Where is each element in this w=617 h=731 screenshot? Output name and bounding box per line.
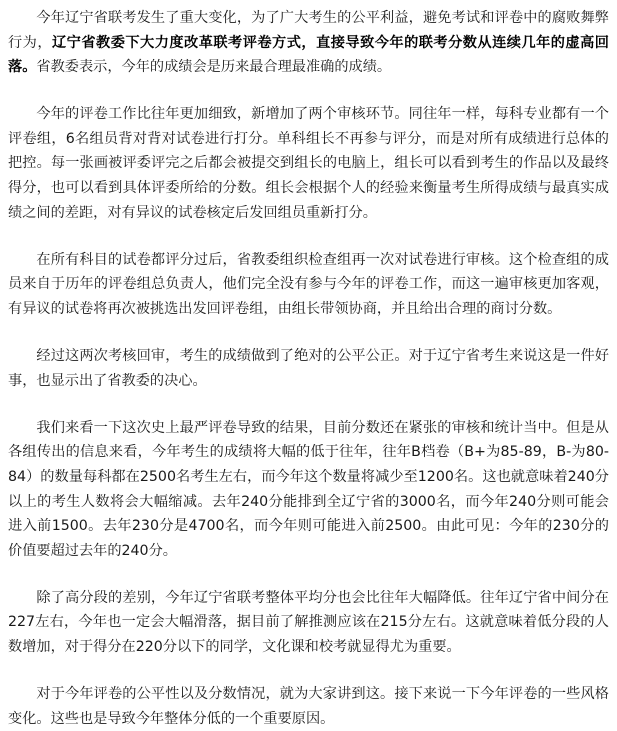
intro-text-tail: 省教委表示，今年的成绩会是历来最合理最准确的成绩。	[36, 59, 392, 76]
paragraph-score-results: 我们来看一下这次史上最严评卷导致的结果，目前分数还在紧张的审核和统计当中。但是从各组传出的信息来看，今年考生的成绩将大幅的低于往年，往年B档卷（B+为85-89，B-为80-84）的数量每科都在2500名考生左右，而今年这个数量将减少至1200名。这也就意味着240分以上的考生人数将会大幅缩减。去年240分能排到全辽宁省的3000名，而今年240分则可能会进入前1500。去年230分是4700名，而今年则可能进入前2500。由此可见：今年的230分的价值要超过去年的240分。	[8, 419, 609, 559]
paragraph-inspection-group: 在所有科目的试卷都评分过后，省教委组织检查组再一次对试卷进行审核。这个检查组的成员来自于历年的评卷组总负责人，他们完全没有参与今年的评卷工作，而这一遍审核更加客观，有异议的试卷将再次被挑选出发回评卷组，由组长带领协商，并且给出合理的商讨分数。	[8, 251, 609, 317]
intro-text-lead: 今年辽宁省联考发生了重大变化，为了广大考生的公平利益，避免考试和评卷中的腐败舞弊行为，	[8, 10, 609, 51]
paragraph-review-process: 今年的评卷工作比往年更加细致，新增加了两个审核环节。同往年一样，每科专业都有一个评卷组，6名组员背对背对试卷进行打分。单科组长不再参与评分，而是对所有成绩进行总体的把控。每一张画被评委评完之后都会被提交到组长的电脑上，组长可以看到考生的作品以及最终得分，也可以看到具体评委所给的分数。组长会根据个人的经验来衡量考生所得成绩与最真实成绩之间的差距，对有异议的试卷核定后发回组员重新打分。	[8, 106, 609, 221]
paragraph-fairness: 经过这两次考核回审，考生的成绩做到了绝对的公平公正。对于辽宁省考生来说这是一件好事，也显示出了省教委的决心。	[8, 348, 609, 389]
paragraph-intro	[8, 6, 609, 80]
paragraph-average-score: 除了高分段的差别，今年辽宁省联考整体平均分也会比往年大幅降低。往年辽宁省中间分在227左右，今年也一定会大幅滑落，据目前了解推测应该在215分左右。这就意味着低分段的人数增加，对于得分在220分以下的同学，文化课和校考就显得尤为重要。	[8, 589, 609, 655]
paragraph-conclusion: 对于今年评卷的公平性以及分数情况，就为大家讲到这。接下来说一下今年评卷的一些风格变化。这些也是导致今年整体分低的一个重要原因。	[8, 686, 609, 727]
intro-highlight: 辽宁省教委下大力度改革联考评卷方式，直接导致今年的联考分数从连续几年的虚高回落。	[8, 34, 609, 76]
